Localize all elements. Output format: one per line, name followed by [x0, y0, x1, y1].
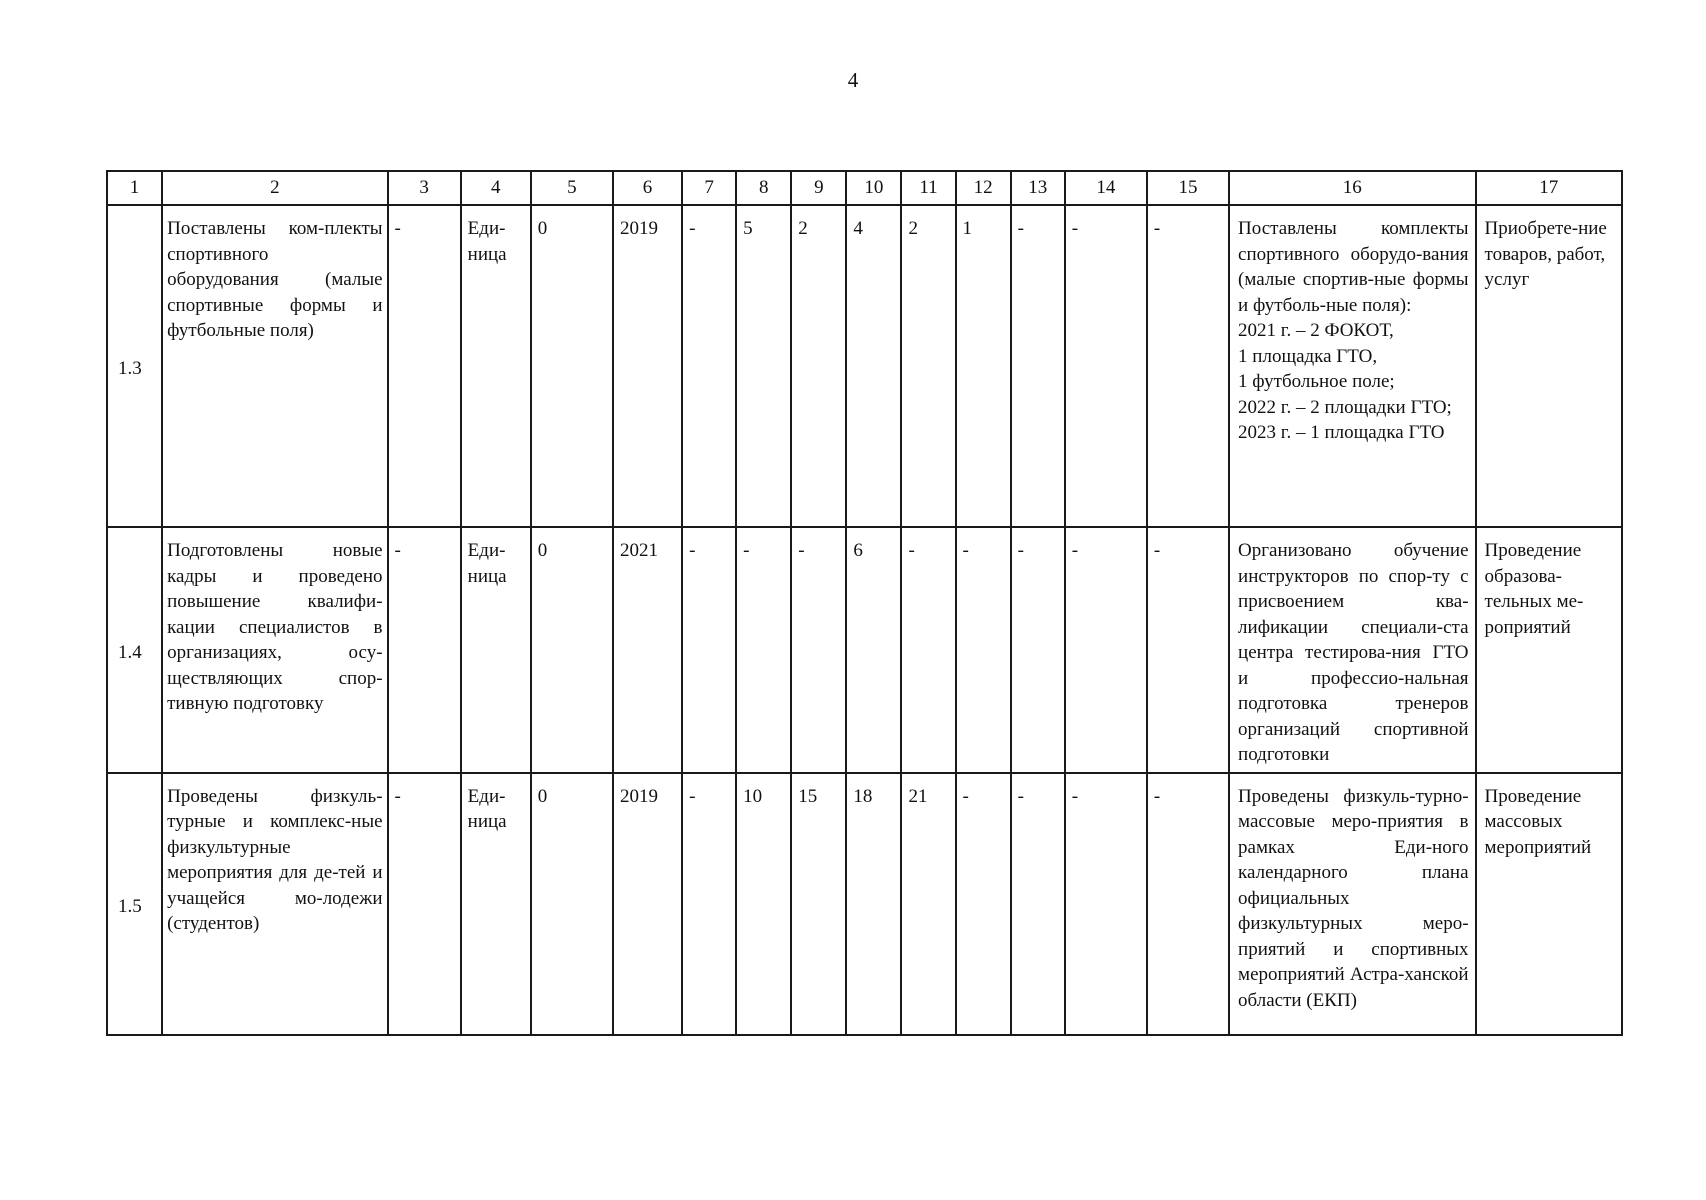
result-line: 2022 г. – 2 площадки ГТО;: [1238, 396, 1452, 418]
cell-col8: 5: [736, 205, 791, 527]
column-header: 15: [1147, 171, 1229, 205]
cell-col13: -: [1011, 773, 1065, 1035]
column-header: 17: [1476, 171, 1622, 205]
column-header: 14: [1065, 171, 1147, 205]
column-header: 10: [846, 171, 901, 205]
cell-col12: -: [956, 527, 1011, 773]
event-type: Проведение образова-тельных ме-роприятий: [1476, 527, 1622, 773]
table-row: [107, 205, 1622, 527]
cell-col3: -: [388, 773, 461, 1035]
cell-col14: -: [1065, 773, 1147, 1035]
cell-col14: -: [1065, 527, 1147, 773]
cell-col10: 4: [846, 205, 901, 527]
indicator-name: Поставлены ком-плекты спортивного оборудования (малые спортивные формы и футбольные поля): [162, 205, 387, 527]
unit-of-measure: Еди-ница: [461, 527, 531, 773]
cell-col11: 21: [901, 773, 955, 1035]
indicator-table: [106, 170, 1623, 1036]
column-header: 9: [791, 171, 846, 205]
cell-col9: 15: [791, 773, 846, 1035]
cell-col15: -: [1147, 527, 1229, 773]
cell-col14: -: [1065, 205, 1147, 527]
row-number: 1.3: [107, 205, 162, 527]
result-description: Организовано обучение инструкторов по спор-ту с присвоением ква-лификации специали-ста центра тестирова-ния ГТО и профессио-нальная подготовка тренеров организаций спортивной подготовки: [1229, 527, 1475, 773]
base-value: 0: [531, 527, 613, 773]
cell-col3: -: [388, 205, 461, 527]
result-line: 1 площадка ГТО,: [1238, 345, 1378, 367]
cell-col15: -: [1147, 205, 1229, 527]
base-year: 2019: [613, 773, 682, 1035]
indicator-name: Подготовлены новые кадры и проведено повышение квалифи-кации специалистов в организациях, осу-ществляющих спор-тивную подготовку: [162, 527, 387, 773]
result-description: [1229, 205, 1475, 527]
base-year: 2019: [613, 205, 682, 527]
table-row: [107, 773, 1622, 1035]
column-number-row: [107, 171, 1622, 205]
event-type: Проведение массовых мероприятий: [1476, 773, 1622, 1035]
result-description: Проведены физкуль-турно-массовые меро-приятия в рамках Еди-ного календарного плана официальных физкультурных меро-приятий и спортивных мероприятий Астра-ханской области (ЕКП): [1229, 773, 1475, 1035]
column-header: 8: [736, 171, 791, 205]
table-row: [107, 527, 1622, 773]
result-line: 2021 г. – 2 ФОКОТ,: [1238, 320, 1394, 341]
result-line: 2023 г. – 1 площадка ГТО: [1238, 422, 1445, 443]
cell-col9: 2: [791, 205, 846, 527]
column-header: 1: [107, 171, 162, 205]
cell-col10: 6: [846, 527, 901, 773]
column-header: 6: [613, 171, 682, 205]
cell-col13: -: [1011, 527, 1065, 773]
row-number: 1.4: [107, 527, 162, 773]
column-header: 4: [461, 171, 531, 205]
column-header: 12: [956, 171, 1011, 205]
column-header: 13: [1011, 171, 1065, 205]
base-value: 0: [531, 205, 613, 527]
cell-col7: -: [682, 773, 736, 1035]
column-header: 5: [531, 171, 613, 205]
unit-of-measure: Еди-ница: [461, 205, 531, 527]
column-header: 2: [162, 171, 387, 205]
base-value: 0: [531, 773, 613, 1035]
result-line: 1 футбольное поле;: [1238, 371, 1395, 392]
cell-col7: -: [682, 527, 736, 773]
cell-col3: -: [388, 527, 461, 773]
cell-col8: -: [736, 527, 791, 773]
cell-col12: 1: [956, 205, 1011, 527]
base-year: 2021: [613, 527, 682, 773]
cell-col11: -: [901, 527, 955, 773]
cell-col7: -: [682, 205, 736, 527]
page-number: 4: [847, 68, 859, 92]
column-header: 11: [901, 171, 955, 205]
cell-col10: 18: [846, 773, 901, 1035]
column-header: 7: [682, 171, 736, 205]
result-text: Поставлены комплекты спортивного оборудо-вания (малые спортив-ные формы и футболь-ные поля):: [1238, 218, 1469, 316]
row-number: 1.5: [107, 773, 162, 1035]
cell-col9: -: [791, 527, 846, 773]
column-header: 16: [1229, 171, 1475, 205]
column-header: 3: [388, 171, 461, 205]
cell-col15: -: [1147, 773, 1229, 1035]
event-type: Приобрете-ние товаров, работ, услуг: [1476, 205, 1622, 527]
cell-col13: -: [1011, 205, 1065, 527]
cell-col11: 2: [901, 205, 955, 527]
indicator-name: Проведены физкуль-турные и комплекс-ные физкультурные мероприятия для де-тей и учащейся мо-лодежи (студентов): [162, 773, 387, 1035]
cell-col8: 10: [736, 773, 791, 1035]
cell-col12: -: [956, 773, 1011, 1035]
unit-of-measure: Еди-ница: [461, 773, 531, 1035]
